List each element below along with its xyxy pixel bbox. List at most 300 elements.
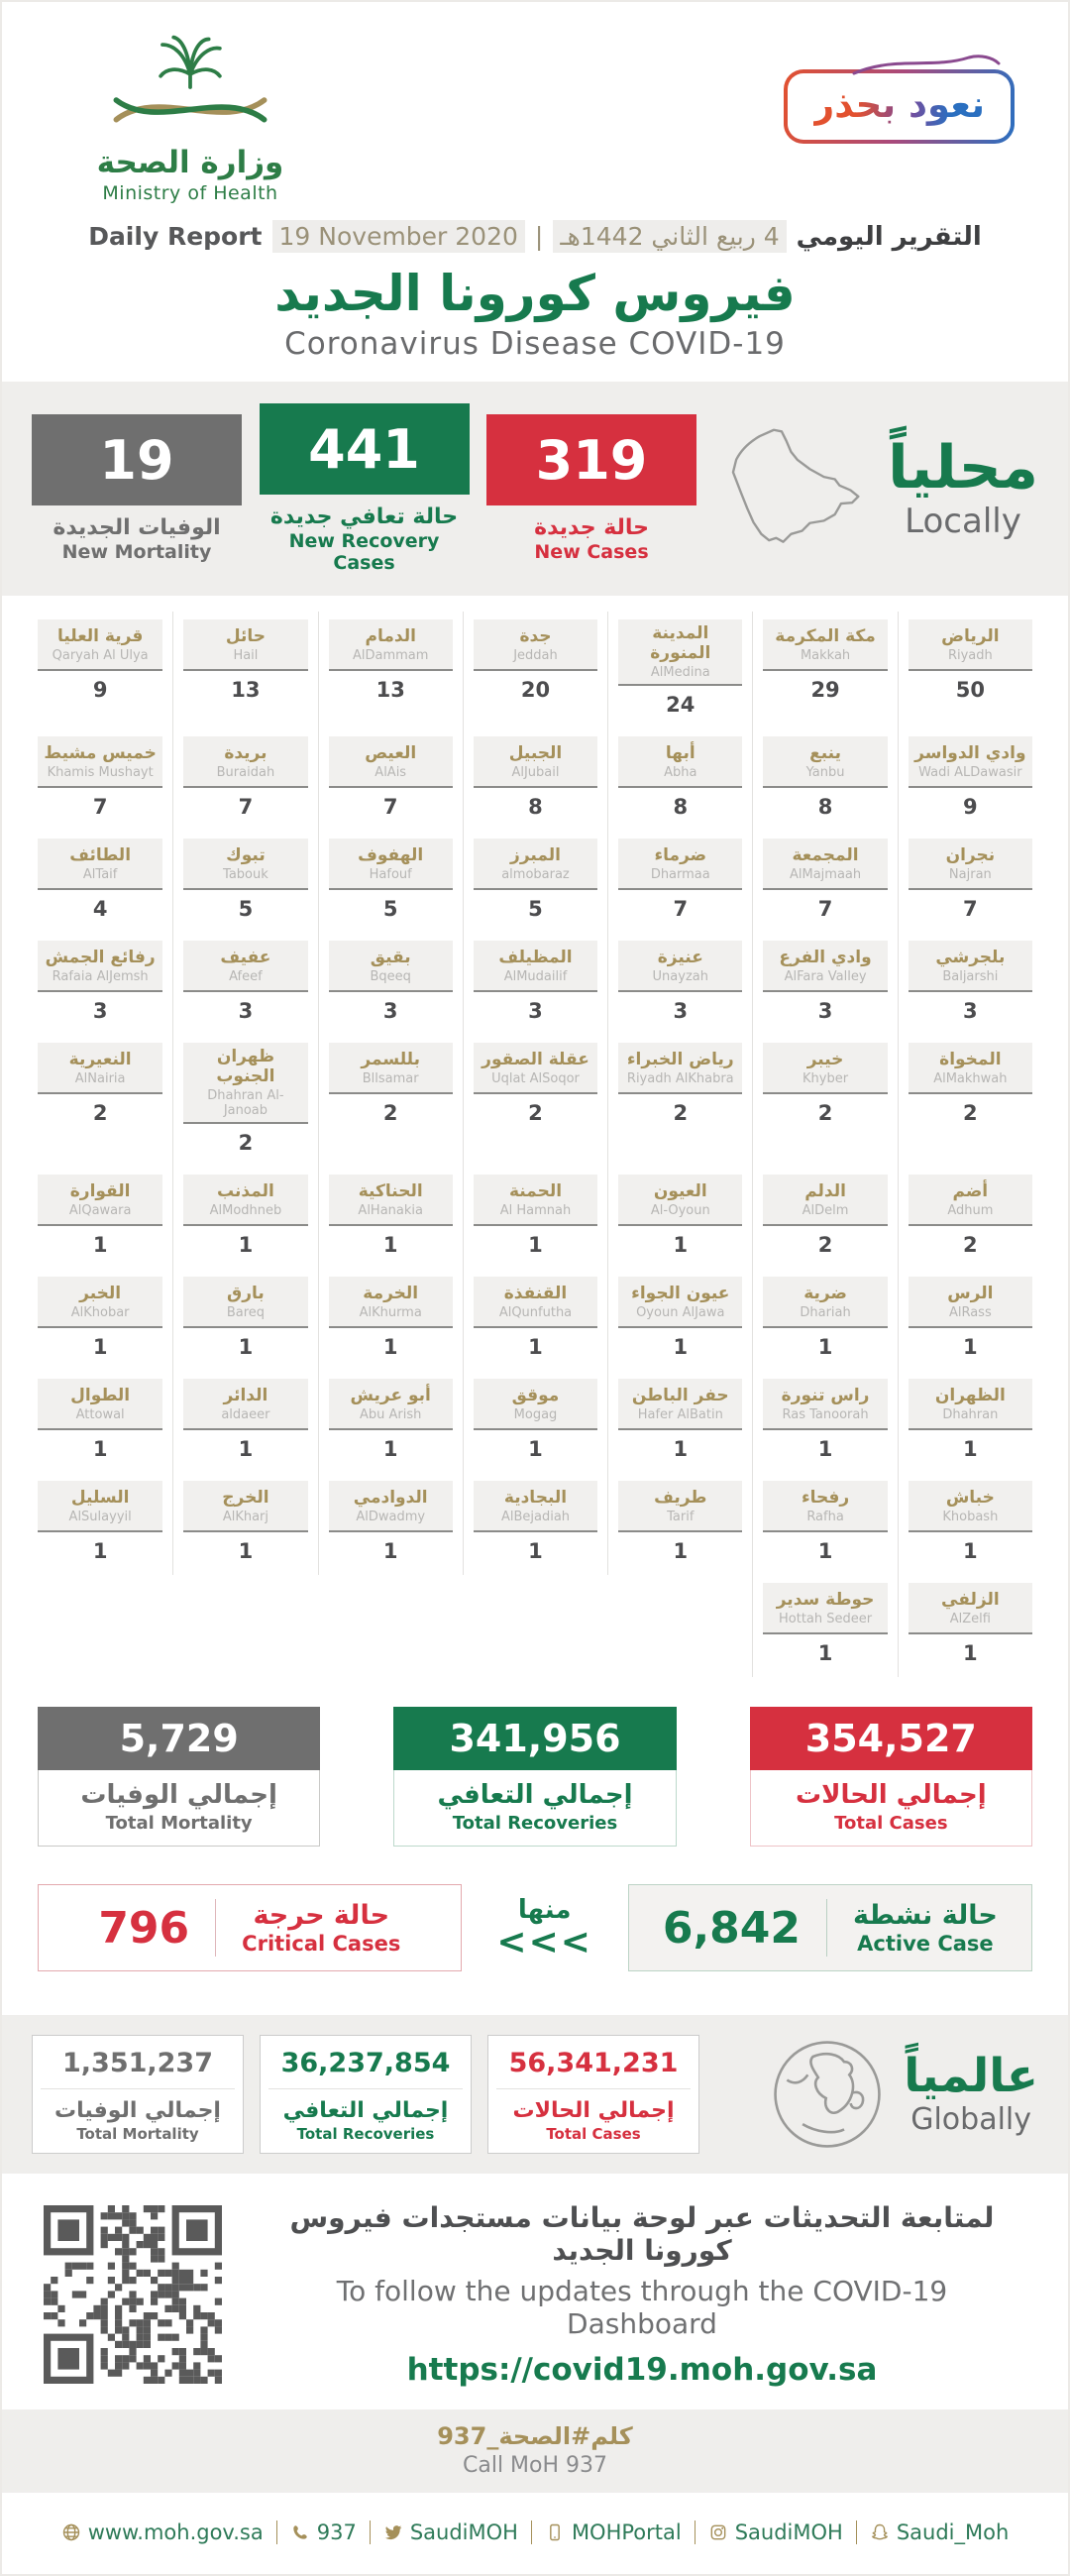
city-name-ar: المجمعة bbox=[792, 844, 859, 865]
city-cell-makkah bbox=[752, 612, 897, 728]
new-mortality-value: 19 bbox=[32, 414, 242, 505]
city-name bbox=[329, 1481, 453, 1532]
city-cell-rafha bbox=[752, 1473, 897, 1575]
city-name-ar: عقلة الصقور bbox=[482, 1049, 589, 1069]
total-recoveries-box bbox=[393, 1707, 676, 1847]
city-name bbox=[183, 736, 307, 788]
city-name bbox=[329, 839, 453, 890]
city-name-ar: وادي الدواسر bbox=[914, 742, 1026, 763]
city-name-ar: بللسمر bbox=[361, 1049, 420, 1069]
city-name-ar: ينبع bbox=[809, 742, 841, 763]
city-name-ar: الهفوف bbox=[358, 844, 424, 865]
city-name-ar: القنفذة bbox=[503, 1283, 568, 1303]
city-name-en: Dhahran bbox=[942, 1406, 999, 1422]
city-cell-aldwadmy bbox=[318, 1473, 463, 1575]
call-moh-label-ar: كلم#الصحة_937 bbox=[437, 2422, 633, 2450]
city-count: 2 bbox=[673, 1101, 689, 1125]
city-count: 4 bbox=[92, 897, 108, 921]
city-cell-alrass bbox=[898, 1269, 1042, 1371]
city-name-en: AlDelm bbox=[802, 1202, 849, 1218]
globally-title-ar: عالمياً bbox=[904, 2048, 1038, 2103]
city-name-ar: وادي الفرع bbox=[779, 947, 872, 967]
daily-report-label-en: Daily Report bbox=[88, 222, 263, 251]
city-name bbox=[38, 1277, 162, 1328]
city-count: 2 bbox=[382, 1101, 398, 1125]
city-name-en: AlDammam bbox=[352, 647, 429, 663]
city-name bbox=[909, 1379, 1032, 1430]
city-cell-almudailif bbox=[463, 933, 607, 1035]
city-count: 7 bbox=[963, 897, 978, 921]
cities-grid bbox=[28, 612, 1042, 1677]
city-count: 1 bbox=[963, 1437, 978, 1461]
city-name bbox=[474, 1277, 597, 1328]
city-cell-bareq bbox=[172, 1269, 317, 1371]
city-name bbox=[329, 619, 453, 671]
city-cell-alnairia bbox=[28, 1035, 172, 1167]
city-cell-albejadiah bbox=[463, 1473, 607, 1575]
phone-icon bbox=[290, 2522, 310, 2542]
city-name-ar: السليل bbox=[70, 1487, 130, 1508]
city-name-en: Attowal bbox=[75, 1406, 125, 1422]
city-count: 1 bbox=[528, 1233, 543, 1257]
city-name-ar: المدينة المنورة bbox=[650, 623, 711, 663]
city-name-en: Rafha bbox=[806, 1509, 844, 1524]
city-name bbox=[909, 1583, 1032, 1634]
total-recoveries-label-en: Total Recoveries bbox=[452, 1813, 618, 1834]
city-name-ar: حوطة سدير bbox=[776, 1589, 875, 1610]
city-cell-alzelfi bbox=[898, 1575, 1042, 1677]
city-name-en: Dharmaa bbox=[650, 866, 710, 882]
city-name bbox=[618, 839, 742, 890]
city-count: 3 bbox=[528, 999, 543, 1023]
city-cell-bqeeq bbox=[318, 933, 463, 1035]
city-cell-aldaeer bbox=[172, 1371, 317, 1473]
city-name bbox=[618, 736, 742, 788]
city-name-ar: المظيلف bbox=[498, 947, 573, 967]
global-cases-label-ar: إجمالي الحالات bbox=[512, 2098, 675, 2123]
city-count: 1 bbox=[817, 1539, 833, 1563]
new-cases-value: 319 bbox=[486, 414, 696, 505]
city-name-en: AlDwadmy bbox=[356, 1509, 426, 1524]
city-name bbox=[474, 941, 597, 992]
city-name bbox=[38, 1043, 162, 1094]
badge-label: نعود بحذر bbox=[812, 83, 985, 126]
city-name-ar: بقيق bbox=[370, 947, 411, 967]
city-count: 50 bbox=[955, 678, 985, 702]
city-name-en: Al-Oyoun bbox=[650, 1202, 710, 1218]
total-mortality-value: 5,729 bbox=[38, 1707, 320, 1770]
city-name bbox=[38, 736, 162, 788]
city-name-ar: النعيرية bbox=[68, 1049, 132, 1069]
locally-title-en: Locally bbox=[905, 501, 1021, 541]
new-recoveries-label-en: New Recovery Cases bbox=[288, 530, 440, 574]
city-count: 13 bbox=[231, 678, 261, 702]
city-name-ar: رفحاء bbox=[801, 1487, 850, 1508]
city-count: 8 bbox=[817, 795, 833, 819]
city-name-en: AlZelfi bbox=[949, 1611, 991, 1626]
total-recoveries-value: 341,956 bbox=[393, 1707, 676, 1770]
city-name-ar: طريف bbox=[654, 1487, 707, 1508]
city-name-ar: بارق bbox=[227, 1283, 265, 1303]
city-cell-unayzah bbox=[607, 933, 752, 1035]
dashboard-line-en: To follow the updates through the COVID-19 Dashboard bbox=[336, 2275, 948, 2340]
city-cell-alsulayyil bbox=[28, 1473, 172, 1575]
city-name-ar: الخرج bbox=[222, 1487, 269, 1508]
footer-link-saudimoh[interactable] bbox=[383, 2520, 518, 2544]
date-hijri: 4 ربيع الثاني 1442هـ bbox=[553, 220, 786, 253]
global-cases-label-en: Total Cases bbox=[546, 2125, 641, 2143]
city-name bbox=[183, 1175, 307, 1226]
city-count: 1 bbox=[238, 1437, 254, 1461]
of-which-indicator bbox=[489, 1895, 600, 1960]
city-name-en: Dhariah bbox=[800, 1304, 851, 1320]
city-name bbox=[474, 1379, 597, 1430]
city-count: 7 bbox=[238, 795, 254, 819]
city-name bbox=[763, 1583, 887, 1634]
saudi-map-icon bbox=[714, 420, 871, 557]
footer bbox=[2, 2493, 1068, 2574]
globally-title-block bbox=[769, 2036, 1038, 2153]
city-cell-mogag bbox=[463, 1371, 607, 1473]
city-cell-empty bbox=[607, 1575, 752, 1677]
city-name-ar: الزلفي bbox=[941, 1589, 1000, 1610]
city-count: 1 bbox=[92, 1335, 108, 1359]
page-title-ar: فيروس كورونا الجديد bbox=[274, 265, 796, 322]
city-name-ar: القوارة bbox=[69, 1180, 131, 1201]
city-cell-najran bbox=[898, 831, 1042, 933]
critical-cases-label-en: Critical Cases bbox=[242, 1932, 401, 1956]
global-recoveries-value: 36,237,854 bbox=[268, 2048, 463, 2089]
city-cell-bllsamar bbox=[318, 1035, 463, 1167]
global-mortality-label-en: Total Mortality bbox=[76, 2125, 199, 2143]
city-name-ar: تبوك bbox=[226, 844, 266, 865]
city-count: 2 bbox=[817, 1101, 833, 1125]
city-cell-almajmaah bbox=[752, 831, 897, 933]
city-name-en: AlKharj bbox=[222, 1509, 269, 1524]
total-cases-value: 354,527 bbox=[750, 1707, 1032, 1770]
city-count: 1 bbox=[382, 1233, 398, 1257]
city-cell-rafaia-aljemsh bbox=[28, 933, 172, 1035]
dashboard-section bbox=[2, 2174, 1068, 2409]
footer-link-label: MOHPortal bbox=[571, 2520, 682, 2544]
city-name bbox=[763, 736, 887, 788]
city-cell-altaif bbox=[28, 831, 172, 933]
city-cell-wadi-aldawasir bbox=[898, 728, 1042, 831]
badge-swoosh bbox=[852, 54, 1001, 75]
global-cases-value: 56,341,231 bbox=[496, 2048, 691, 2089]
city-cell-aldammam bbox=[318, 612, 463, 728]
city-name bbox=[909, 1277, 1032, 1328]
new-mortality-label-en: New Mortality bbox=[61, 541, 212, 563]
city-name-ar: عيون الجواء bbox=[631, 1283, 730, 1303]
city-name-ar: أبو عريش bbox=[350, 1385, 431, 1405]
city-name bbox=[183, 619, 307, 671]
new-cases-stat bbox=[486, 414, 696, 563]
city-name bbox=[329, 1043, 453, 1094]
city-name-ar: حائل bbox=[225, 625, 267, 646]
city-name bbox=[329, 1277, 453, 1328]
city-name bbox=[474, 839, 597, 890]
city-count: 3 bbox=[382, 999, 398, 1023]
city-name bbox=[763, 1379, 887, 1430]
city-name bbox=[763, 941, 887, 992]
city-name bbox=[909, 1175, 1032, 1226]
total-mortality-label-ar: إجمالي الوفيات bbox=[80, 1780, 277, 1810]
active-cases-value: 6,842 bbox=[662, 1902, 802, 1954]
city-name bbox=[909, 736, 1032, 788]
city-name-en: Hafer AlBatin bbox=[637, 1406, 723, 1422]
city-name bbox=[618, 619, 742, 686]
total-cases-label-en: Total Cases bbox=[834, 1813, 948, 1834]
city-cell-attowal bbox=[28, 1371, 172, 1473]
city-name-ar: المذنب bbox=[217, 1180, 274, 1201]
left-arrows-icon: <<< bbox=[496, 1922, 592, 1962]
footer-link-937[interactable] bbox=[290, 2520, 357, 2544]
city-cell-alfara-valley bbox=[752, 933, 897, 1035]
city-name-ar: الطوال bbox=[70, 1385, 131, 1405]
global-mortality-box bbox=[32, 2035, 244, 2154]
camera-icon bbox=[708, 2522, 728, 2542]
city-cell-almakhwah bbox=[898, 1035, 1042, 1167]
city-name-en: AlMajmaah bbox=[789, 866, 862, 882]
city-name-en: Tabouk bbox=[223, 866, 268, 882]
city-name bbox=[474, 1481, 597, 1532]
city-cell-jeddah bbox=[463, 612, 607, 728]
city-name bbox=[329, 736, 453, 788]
city-count: 1 bbox=[382, 1437, 398, 1461]
city-name-ar: الظهران bbox=[934, 1385, 1006, 1405]
city-name-en: Ras Tanoorah bbox=[782, 1406, 869, 1422]
city-count: 2 bbox=[963, 1101, 978, 1125]
city-name-ar: ظهران الجنوب bbox=[216, 1047, 275, 1086]
footer-link-www-moh-gov-sa[interactable] bbox=[61, 2520, 264, 2544]
city-name-ar: الخرمة bbox=[363, 1283, 419, 1303]
city-name bbox=[38, 1481, 162, 1532]
city-cell-empty bbox=[318, 1575, 463, 1677]
city-cell-dharmaa bbox=[607, 831, 752, 933]
city-name-ar: مكة المكرمة bbox=[775, 625, 876, 646]
city-name bbox=[474, 736, 597, 788]
city-name-en: AlModhneb bbox=[209, 1202, 282, 1218]
city-name-ar: العيص bbox=[365, 742, 417, 763]
city-name-en: Abu Arish bbox=[360, 1406, 422, 1422]
city-count: 8 bbox=[673, 795, 689, 819]
city-count: 7 bbox=[817, 897, 833, 921]
city-name-ar: بريدة bbox=[224, 742, 268, 763]
city-count: 1 bbox=[963, 1641, 978, 1665]
dashboard-url-link[interactable]: https://covid19.moh.gov.sa bbox=[406, 2352, 878, 2388]
city-name-ar: راس تنورة bbox=[781, 1385, 870, 1405]
active-cases-box bbox=[628, 1884, 1032, 1971]
footer-link-mohportal[interactable] bbox=[545, 2520, 682, 2544]
qr-code bbox=[44, 2205, 222, 2384]
cities-section bbox=[2, 596, 1068, 1681]
city-count: 1 bbox=[238, 1335, 254, 1359]
city-count: 20 bbox=[520, 678, 551, 702]
city-name bbox=[618, 1481, 742, 1532]
locally-section bbox=[2, 382, 1068, 596]
city-cell-hafouf bbox=[318, 831, 463, 933]
city-name-ar: رفائع الجمش bbox=[45, 947, 156, 967]
city-cell-aldelm bbox=[752, 1167, 897, 1269]
city-cell-aljubail bbox=[463, 728, 607, 831]
city-cell-almobaraz bbox=[463, 831, 607, 933]
city-name-en: Najran bbox=[948, 866, 992, 882]
city-name bbox=[909, 941, 1032, 992]
city-name-en: AlRass bbox=[948, 1304, 992, 1320]
city-name-ar: رياض الخبراء bbox=[626, 1049, 734, 1069]
city-name-ar: عنيزة bbox=[657, 947, 703, 967]
city-count: 2 bbox=[238, 1131, 254, 1155]
city-name bbox=[909, 619, 1032, 671]
city-name bbox=[763, 839, 887, 890]
locally-title-ar: محلياً bbox=[888, 432, 1038, 503]
ministry-name-ar: وزارة الصحة bbox=[96, 145, 284, 180]
new-recoveries-stat bbox=[260, 403, 470, 574]
city-count: 3 bbox=[92, 999, 108, 1023]
locally-title-block bbox=[888, 432, 1038, 541]
call-band bbox=[2, 2409, 1068, 2493]
city-name-en: Riyadh AlKhabra bbox=[626, 1070, 734, 1086]
campaign-badge bbox=[784, 69, 1015, 144]
city-cell-dhahran bbox=[898, 1371, 1042, 1473]
city-count: 1 bbox=[673, 1335, 689, 1359]
city-name bbox=[38, 619, 162, 671]
city-name bbox=[618, 1175, 742, 1226]
city-name bbox=[618, 941, 742, 992]
city-cell-abu-arish bbox=[318, 1371, 463, 1473]
city-name-en: AlQunfutha bbox=[498, 1304, 573, 1320]
city-count: 3 bbox=[238, 999, 254, 1023]
city-name-en: Bareq bbox=[226, 1304, 266, 1320]
globe-icon bbox=[769, 2036, 886, 2153]
city-name-en: Hottah Sedeer bbox=[779, 1611, 873, 1626]
city-cell-alkharj bbox=[172, 1473, 317, 1575]
city-cell-hafer-albatin bbox=[607, 1371, 752, 1473]
footer-link-saudi-moh[interactable] bbox=[870, 2520, 1009, 2544]
new-cases-label-ar: حالة جديدة bbox=[534, 515, 649, 540]
city-name-ar: الحمنة bbox=[508, 1180, 563, 1201]
city-name-ar: أضم bbox=[952, 1180, 989, 1201]
city-cell-dhariah bbox=[752, 1269, 897, 1371]
city-cell-adhum bbox=[898, 1167, 1042, 1269]
city-name-en: almobaraz bbox=[501, 866, 570, 882]
city-name-en: Adhum bbox=[947, 1202, 994, 1218]
city-name bbox=[329, 1175, 453, 1226]
city-name-en: aldaeer bbox=[221, 1406, 270, 1422]
city-name bbox=[618, 1277, 742, 1328]
city-name bbox=[183, 1043, 307, 1124]
city-name bbox=[183, 1277, 307, 1328]
city-name-en: Tarif bbox=[667, 1509, 695, 1524]
city-name-en: AlJubail bbox=[511, 764, 560, 780]
city-name bbox=[474, 1043, 597, 1094]
city-name-ar: خباش bbox=[945, 1487, 995, 1508]
city-cell-khobash bbox=[898, 1473, 1042, 1575]
city-name bbox=[38, 839, 162, 890]
city-name bbox=[183, 1379, 307, 1430]
city-name-en: Oyoun AlJawa bbox=[636, 1304, 725, 1320]
city-name-ar: ضرية bbox=[803, 1283, 847, 1303]
footer-link-saudimoh[interactable] bbox=[708, 2520, 843, 2544]
city-name-en: Qaryah Al Ulya bbox=[52, 647, 149, 663]
critical-cases-label-ar: حالة حرجة bbox=[253, 1900, 390, 1931]
total-recoveries-label-ar: إجمالي التعافي bbox=[437, 1780, 633, 1810]
city-cell-empty bbox=[463, 1575, 607, 1677]
city-count: 2 bbox=[963, 1233, 978, 1257]
new-recoveries-value: 441 bbox=[260, 403, 470, 495]
city-count: 3 bbox=[963, 999, 978, 1023]
city-count: 1 bbox=[673, 1233, 689, 1257]
city-count: 24 bbox=[666, 693, 696, 717]
city-name-ar: عفيف bbox=[220, 947, 271, 967]
city-count: 9 bbox=[963, 795, 978, 819]
footer-link-label: SaudiMOH bbox=[734, 2520, 843, 2544]
global-mortality-label-ar: إجمالي الوفيات bbox=[54, 2098, 221, 2123]
city-count: 1 bbox=[382, 1335, 398, 1359]
global-recoveries-label-ar: إجمالي التعافي bbox=[282, 2098, 449, 2123]
page-title-en: Coronavirus Disease COVID-19 bbox=[284, 326, 786, 362]
city-name-ar: خيبر bbox=[806, 1049, 844, 1069]
footer-link-label: www.moh.gov.sa bbox=[87, 2520, 264, 2544]
city-name-en: AlSulayyil bbox=[68, 1509, 132, 1524]
city-count: 7 bbox=[673, 897, 689, 921]
city-name-en: AlFara Valley bbox=[784, 968, 867, 984]
city-cell-khamis-mushayt bbox=[28, 728, 172, 831]
city-name-en: Uqlat AlSoqor bbox=[491, 1070, 580, 1086]
total-cases-box bbox=[750, 1707, 1032, 1847]
footer-link-label: Saudi_Moh bbox=[896, 2520, 1010, 2544]
city-count: 2 bbox=[817, 1233, 833, 1257]
footer-separator bbox=[856, 2520, 857, 2544]
new-cases-label-en: New Cases bbox=[534, 541, 649, 563]
city-name bbox=[909, 839, 1032, 890]
city-count: 1 bbox=[963, 1539, 978, 1563]
city-name-ar: العيون bbox=[653, 1180, 707, 1201]
city-name-en: Baljarshi bbox=[942, 968, 999, 984]
city-name-en: Bqeeq bbox=[370, 968, 411, 984]
city-name-ar: المبرز bbox=[510, 844, 561, 865]
total-mortality-box bbox=[38, 1707, 320, 1847]
city-name-ar: أبها bbox=[665, 742, 696, 763]
city-cell-riyadh-alkhabra bbox=[607, 1035, 752, 1167]
date-row bbox=[2, 220, 1068, 253]
city-cell-khyber bbox=[752, 1035, 897, 1167]
city-name-en: Abha bbox=[664, 764, 697, 780]
city-name-en: AlAis bbox=[374, 764, 407, 780]
city-name-en: Buraidah bbox=[216, 764, 275, 780]
city-name-ar: خميس مشيط bbox=[44, 742, 157, 763]
city-cell-al-hamnah bbox=[463, 1167, 607, 1269]
city-count: 3 bbox=[817, 999, 833, 1023]
city-count: 2 bbox=[528, 1101, 543, 1125]
city-count: 1 bbox=[92, 1539, 108, 1563]
city-name-en: AlNairia bbox=[74, 1070, 126, 1086]
city-count: 1 bbox=[963, 1335, 978, 1359]
city-name-en: Hafouf bbox=[369, 866, 412, 882]
city-cell-hottah-sedeer bbox=[752, 1575, 897, 1677]
city-name bbox=[329, 941, 453, 992]
city-name-en: Khamis Mushayt bbox=[47, 764, 154, 780]
city-name bbox=[763, 1175, 887, 1226]
city-name bbox=[474, 1175, 597, 1226]
city-count: 1 bbox=[528, 1335, 543, 1359]
city-name-en: AlKhurma bbox=[359, 1304, 422, 1320]
city-count: 1 bbox=[92, 1437, 108, 1461]
city-name-en: Bllsamar bbox=[362, 1070, 419, 1086]
city-cell-empty bbox=[28, 1575, 172, 1677]
city-count: 1 bbox=[673, 1437, 689, 1461]
